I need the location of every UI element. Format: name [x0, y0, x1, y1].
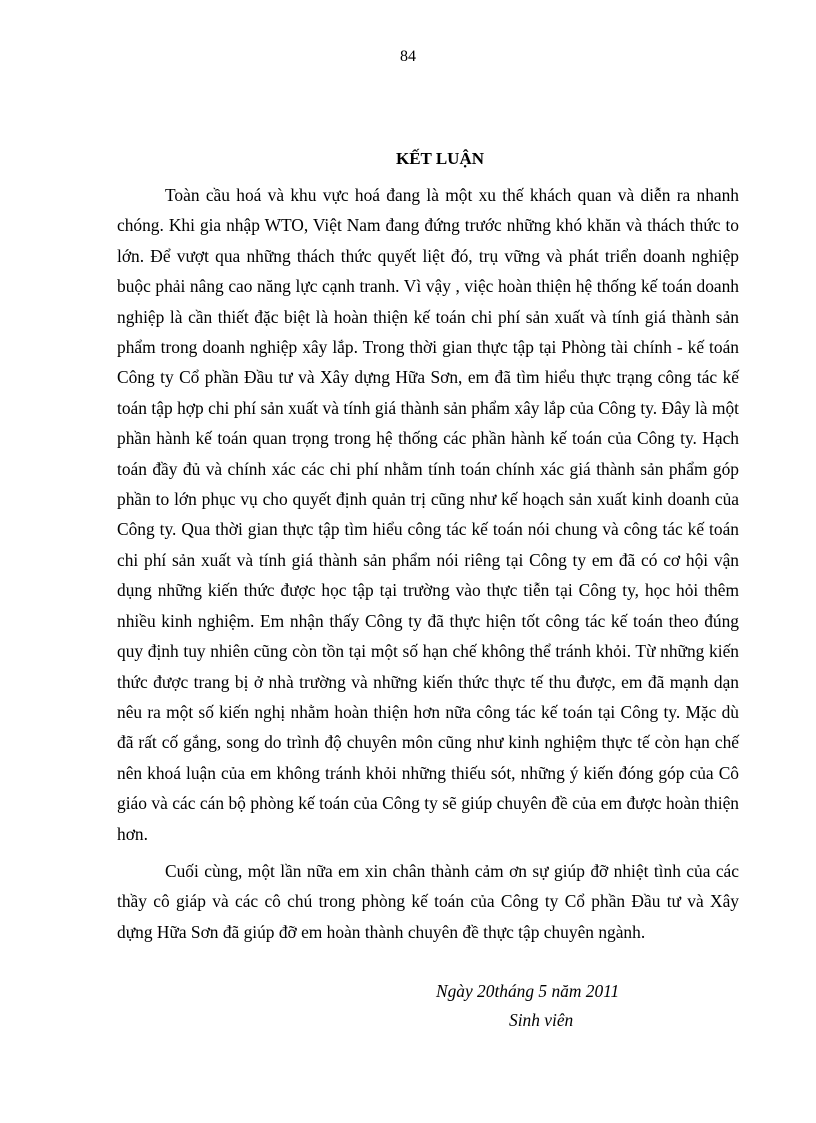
signature-date: Ngày 20tháng 5 năm 2011 — [436, 981, 620, 1001]
body-text — [117, 180, 739, 947]
page-title: KẾT LUẬN — [395, 149, 484, 168]
signer-label: Sinh viên — [509, 1010, 574, 1030]
page-number: 84 — [400, 48, 416, 65]
paragraph-conclusion: Toàn cầu hoá và khu vực hoá đang là một xu thế khách quan và diễn ra nhanh chóng. Khi gia nhập WTO, Việt Nam đang đứng trước những khó khăn và thách thức to lớn. Để vượt qua những thách thức quyết liệt đó, trụ vững và phát triển doanh nghiệp buộc phải nâng cao năng lực cạnh tranh. Vì vậy , việc hoàn thiện hệ thống kế toán doanh nghiệp là cần thiết đặc biệt là hoàn thiện kế toán chi phí sản xuất và tính giá thành sản phẩm trong doanh nghiệp xây lắp. Trong thời gian thực tập tại Phòng tài chính - kế toán Công ty Cổ phần Đầu tư và Xây dựng Hữa Sơn, em đã tìm hiểu thực trạng công tác kế toán tập hợp chi phí sản xuất và tính giá thành sản phẩm xây lắp của Công ty. Đây là một phần hành kế toán quan trọng trong hệ thống các phần hành kế toán của Công ty. Hạch toán đầy đủ và chính xác các chi phí nhằm tính toán chính xác giá thành sản phẩm góp phần to lớn phục vụ cho quyết định quản trị cũng như kế hoạch sản xuất kinh doanh của Công ty. Qua thời gian thực tập tìm hiểu công tác kế toán nói chung và công tác kế toán chi phí sản xuất và tính giá thành sản phẩm nói riêng tại Công ty em đã có cơ hội vận dụng những kiến thức được học tập tại trường vào thực tiễn tại Công ty, học hỏi thêm nhiều kinh nghiệm. Em nhận thấy Công ty đã thực hiện tốt công tác kế toán theo đúng quy định tuy nhiên cũng còn tồn tại một số hạn chế không thể tránh khỏi. Từ những kiến thức được trang bị ở nhà trường và những kiến thức thực tế thu được, em đã mạnh dạn nêu ra một số kiến nghị nhằm hoàn thiện hơn nữa công tác kế toán tại Công ty. Mặc dù đã rất cố gắng, song do trình độ chuyên môn cũng như kinh nghiệm thực tế còn hạn chế nên khoá luận của em không tránh khỏi những thiếu sót, những ý kiến đóng góp của Cô giáo và các cán bộ phòng kế toán của Công ty sẽ giúp chuyên đề của em được hoàn thiện hơn. — [117, 185, 739, 844]
paragraph-thanks: Cuối cùng, một lần nữa em xin chân thành cảm ơn sự giúp đỡ nhiệt tình của các thầy cô giáp và các cô chú trong phòng kế toán của Công ty Cổ phần Đầu tư và Xây dựng Hữa Sơn đã giúp đỡ em hoàn thành chuyên đề thực tập chuyên ngành. — [117, 860, 739, 942]
